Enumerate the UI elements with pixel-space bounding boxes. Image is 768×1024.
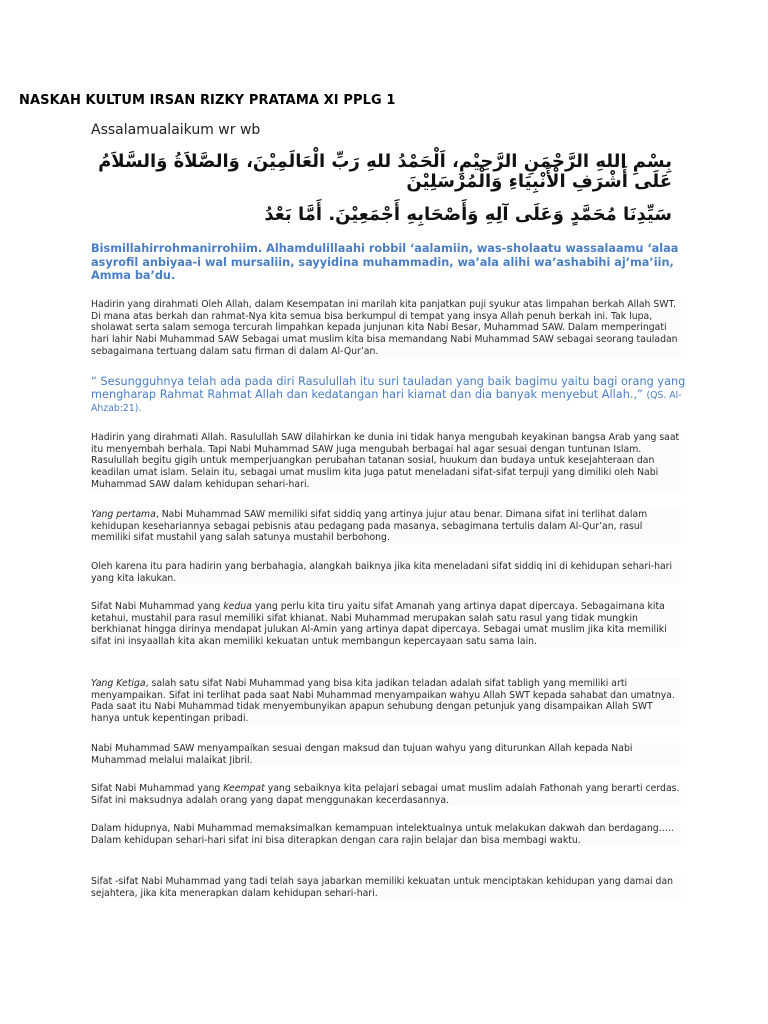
paragraph-text: yang perlu kita tiru yaitu sifat Amanah yang artinya dapat dipercaya. Sebagaimana kita ketahui, mustahil para rasul memiliki sifat khianat. Nabi Muhammad merupakan salah satu rasul yang tidak mungkin berkhianat hingga dirinya mendapat julukan Al-Amin yang artinya dapat dipercaya. Sebagai umat muslim jika kita memiliki sifat ini insyaallah kita akan memiliki kekuatan untuk membangun kepercayaan satu sama lain.: [91, 601, 667, 648]
paragraph-opening: Hadirin yang dirahmati Oleh Allah, dalam Kesempatan ini marilah kita panjatkan puji syukur atas limpahan berkah Allah SWT. Di mana atas berkah dan rahmat-Nya kita semua bisa berkumpul di tempat yang insya Allah penuh berkah ini. Tak lupa, sholawat serta salam semoga tercurah limpahkan kepada junjunan kita Nabi Besar, Muhammad SAW. Dalam memperingati hari lahir Nabi Muhammad SAW Sebagai umat muslim kita bisa memandang Nabi Muhammad SAW sebagai seorang tauladan sebagaimana tertuang dalam satu firman di dalam Al-Qur’an.: [91, 299, 681, 358]
quote-text: “ Sesungguhnya telah ada pada diri Rasulullah itu suri tauladan yang baik bagimu yaitu bagi orang yang mengharap Rahmat Rahmat Allah dan kedatangan hari kiamat dan dia banyak menyebut Allah.,”: [91, 375, 686, 401]
paragraph-closing: Sifat -sifat Nabi Muhammad yang tadi telah saya jabarkan memiliki kekuatan untuk menciptakan kehidupan yang damai dan sejahtera, jika kita menerapkan dalam kehidupan sehari-hari.: [91, 876, 681, 899]
paragraph-text: , Nabi Muhammad SAW memiliki sifat siddiq yang artinya jujur atau benar. Dimana sifat ini terlihat dalam kehidupan kesehariannya sebagai pebisnis atau pedagang pada masanya, sebagimana tertulis dalam Al-Qur’an, rasul memiliki sifat mustahil yang salah satunya mustahil berbohong.: [91, 509, 648, 544]
paragraph-meneladani: Oleh karena itu para hadirin yang berbahagia, alangkah baiknya jika kita meneladani sifat siddiq ini di kehidupan sehari-hari yang kita lakukan.: [91, 561, 681, 584]
paragraph-wahyu: Nabi Muhammad SAW menyampaikan sesuai dengan maksud dan tujuan wahyu yang diturunkan Allah kepada Nabi Muhammad melalui malaikat Jibril.: [91, 743, 681, 766]
paragraph-amanah: [91, 601, 681, 648]
paragraph-tabligh: [91, 678, 681, 725]
emphasis-kedua: kedua: [223, 601, 252, 612]
quran-quote: [91, 376, 691, 416]
latin-transliteration: Bismillahirrohmanirrohiim. Alhamdulillaahi robbil ‘aalamiin, was-sholaatu wassalaamu ‘alaa asyrofil anbiyaa-i wal mursaliin, sayyidina muhammadin, wa’ala alihi wa’ashabihi aj’ma’iin, Amma ba’du.: [91, 242, 679, 282]
emphasis-yang-pertama: Yang pertama: [91, 509, 156, 520]
paragraph-intelektual: Dalam hidupnya, Nabi Muhammad memaksimalkan kemampuan intelektualnya untuk melakukan dakwah dan berdagang….. Dalam kehidupan sehari-hari sifat ini bisa diterapkan dengan cara rajin belajar dan bisa membagi waktu.: [91, 823, 681, 846]
arabic-opening-line-2: سَيِّدِنَا مُحَمَّدٍ وَعَلَى آلِهِ وَأَصْحَابِهِ أَجْمَعِيْنَ. أَمَّا بَعْدُ: [264, 204, 672, 225]
emphasis-keempat: Keempat: [223, 783, 265, 794]
paragraph-text: , salah satu sifat Nabi Muhammad yang bisa kita jadikan teladan adalah sifat tabligh yang memiliki arti menyampaikan. Sifat ini terlihat pada saat Nabi Muhammad menyampaikan wahyu Allah SWT kepada sahabat dan umatnya. Pada saat itu Nabi Muhammad tidak menyembunyikan apapun sehubung dengan petunjuk yang disampaikan Allah SWT hanya untuk kepentingan pribadi.: [91, 678, 675, 725]
paragraph-text: Sifat Nabi Muhammad yang: [91, 601, 224, 612]
paragraph-text: yang sebaiknya kita pelajari sebagai umat muslim adalah Fathonah yang berarti cerdas. Sifat ini maksudnya adalah orang yang dapat menggunakan kecerdasannya.: [91, 783, 680, 806]
greeting: Assalamualaikum wr wb: [91, 122, 261, 138]
paragraph-text: Sifat Nabi Muhammad yang: [91, 783, 224, 794]
paragraph-rasulullah: Hadirin yang dirahmati Allah. Rasulullah SAW dilahirkan ke dunia ini tidak hanya mengubah keyakinan bangsa Arab yang saat itu menyembah berhala. Tapi Nabi Muhammad SAW juga mengubah berbagai hal agar sesuai dengan tuntunan Islam. Rasulullah begitu gigih untuk memperjuangkan perubahan tatanan sosial, huukum dan budaya untuk kesejahteraan dan keadilan umat islam. Selain itu, sebagai umat muslim kita juga patut meneladani sifat-sifat terpuji yang dimiliki oleh Nabi Muhammad SAW dalam kehidupan sehari-hari.: [91, 432, 680, 490]
paragraph-fathonah: [91, 783, 681, 806]
quote-source: (QS. Al-Ahzab:21).: [91, 389, 682, 414]
emphasis-yang-ketiga: Yang Ketiga: [91, 678, 146, 689]
arabic-opening-line-1: بِسْمِ اللهِ الرَّحْمَنِ الرَّحِيْمِ، اَلْحَمْدُ للهِ رَبِّ الْعَالَمِيْنَ، وَالصَّلاَةُ وَالسَّلاَمُ عَلَى أَشْرَفِ الْأَنْبِيَاءِ وَالْمُرْسَلِيْنَ: [98, 151, 672, 192]
paragraph-siddiq: [91, 509, 681, 544]
document-title: NASKAH KULTUM IRSAN RIZKY PRATAMA XI PPLG 1: [19, 93, 396, 108]
